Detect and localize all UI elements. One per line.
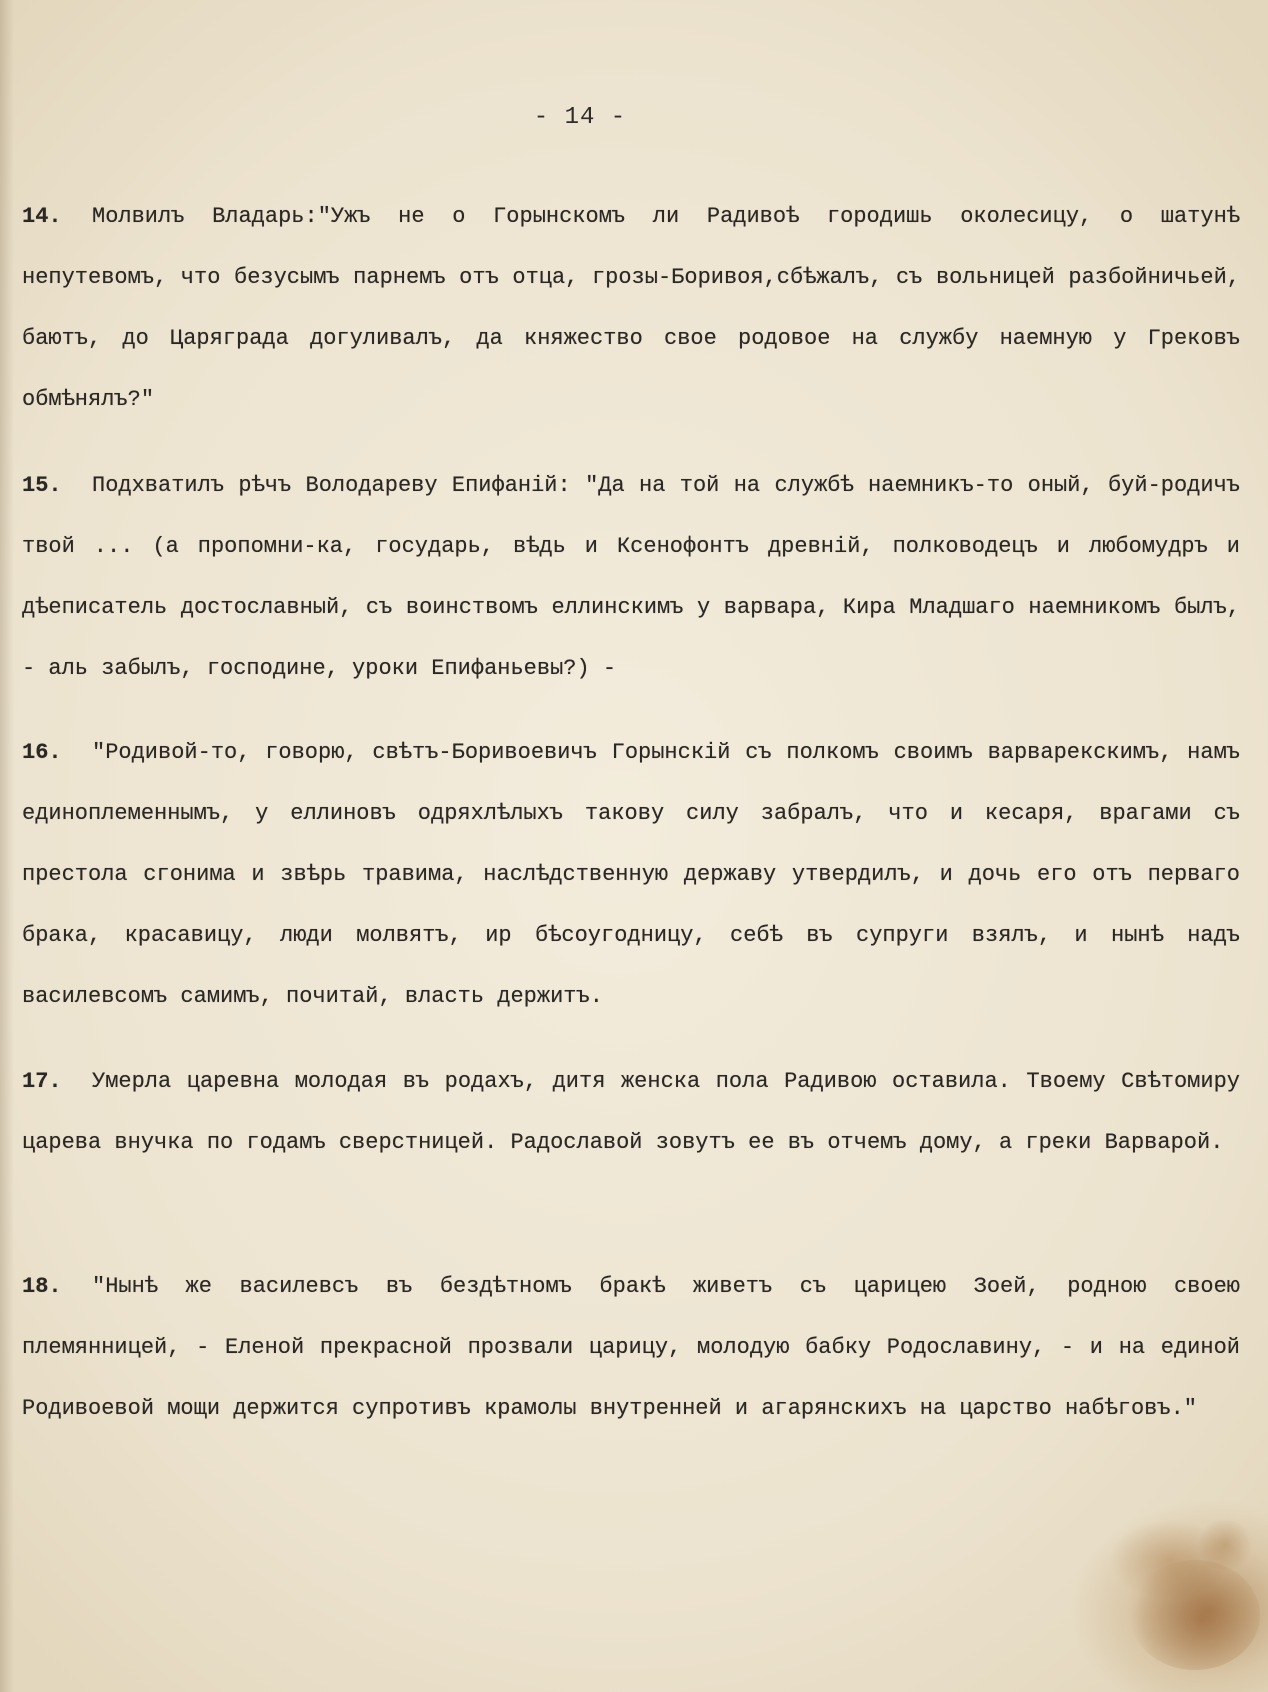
paragraph-text: Подхватилъ рѣчъ Володареву Епифаній: "Да на той на службѣ наемникъ-то оный, буй-родичъ твой ... (а пропомни-ка, государь, вѣдь и Ксенофонтъ древній, полководецъ и любомудръ и дѣеписатель достославный, съ воинствомъ еллинскимъ у варвара, Кира Младшаго наемникомъ былъ, - аль забылъ, господине, уроки Епифаньевы?) - (22, 473, 1240, 681)
paragraph-number: 18. (22, 1274, 62, 1299)
paper-stain-small (1195, 1520, 1255, 1570)
paragraph-text: Молвилъ Владарь:"Ужъ не о Горынскомъ ли Радивоѣ городишь околесицу, о шатунѣ непутевомъ, что безусымъ парнемъ отъ отца, грозы-Боривоя,сбѣжалъ, съ вольницей разбойничьей, баютъ, до Царяграда догуливалъ, да княжество свое родовое на службу наемную у Грековъ обмѣнялъ?" (22, 204, 1240, 412)
paragraph-15 (22, 455, 1240, 699)
paragraph-number: 16. (22, 740, 62, 765)
paragraph-number: 17. (22, 1069, 62, 1094)
paragraph-number: 15. (22, 473, 62, 498)
paragraph-14 (22, 186, 1240, 430)
paragraph-text: "Нынѣ же василевсъ въ бездѣтномъ бракѣ живетъ съ царицею Зоей, родною своею племянницей, - Еленой прекрасной прозвали царицу, молодую бабку Родославину, - и на единой Родивоевой мощи держится супротивъ крамолы внутренней и агарянскихъ на царство набѣговъ." (22, 1274, 1240, 1421)
paragraph-18 (22, 1256, 1240, 1439)
paragraph-text: Умерла царевна молодая въ родахъ, дитя женска пола Радивою оставила. Твоему Свѣтомиру царева внучка по годамъ сверстницей. Радославой зовутъ ее въ отчемъ дому, а греки Варварой. (22, 1069, 1240, 1155)
page-number: - 14 - (533, 104, 627, 131)
paragraph-17 (22, 1051, 1240, 1173)
paragraph-text: "Родивой-то, говорю, свѣтъ-Боривоевичъ Горынскій съ полкомъ своимъ варварекскимъ, намъ единоплеменнымъ, у еллиновъ одряхлѣлыхъ такову силу забралъ, что и кесаря, врагами съ престола сгонима и звѣрь травима, наслѣдственную державу утвердилъ, и дочь его отъ перваго брака, красавицу, люди молвятъ, ир бѣсоугодницу, себѣ въ супруги взялъ, и нынѣ надъ василевсомъ самимъ, почитай, власть держитъ. (22, 740, 1240, 1009)
paper-edge-shadow (0, 0, 14, 1692)
paragraph-16 (22, 722, 1240, 1027)
paper-stain (1130, 1560, 1260, 1670)
paragraph-number: 14. (22, 204, 62, 229)
